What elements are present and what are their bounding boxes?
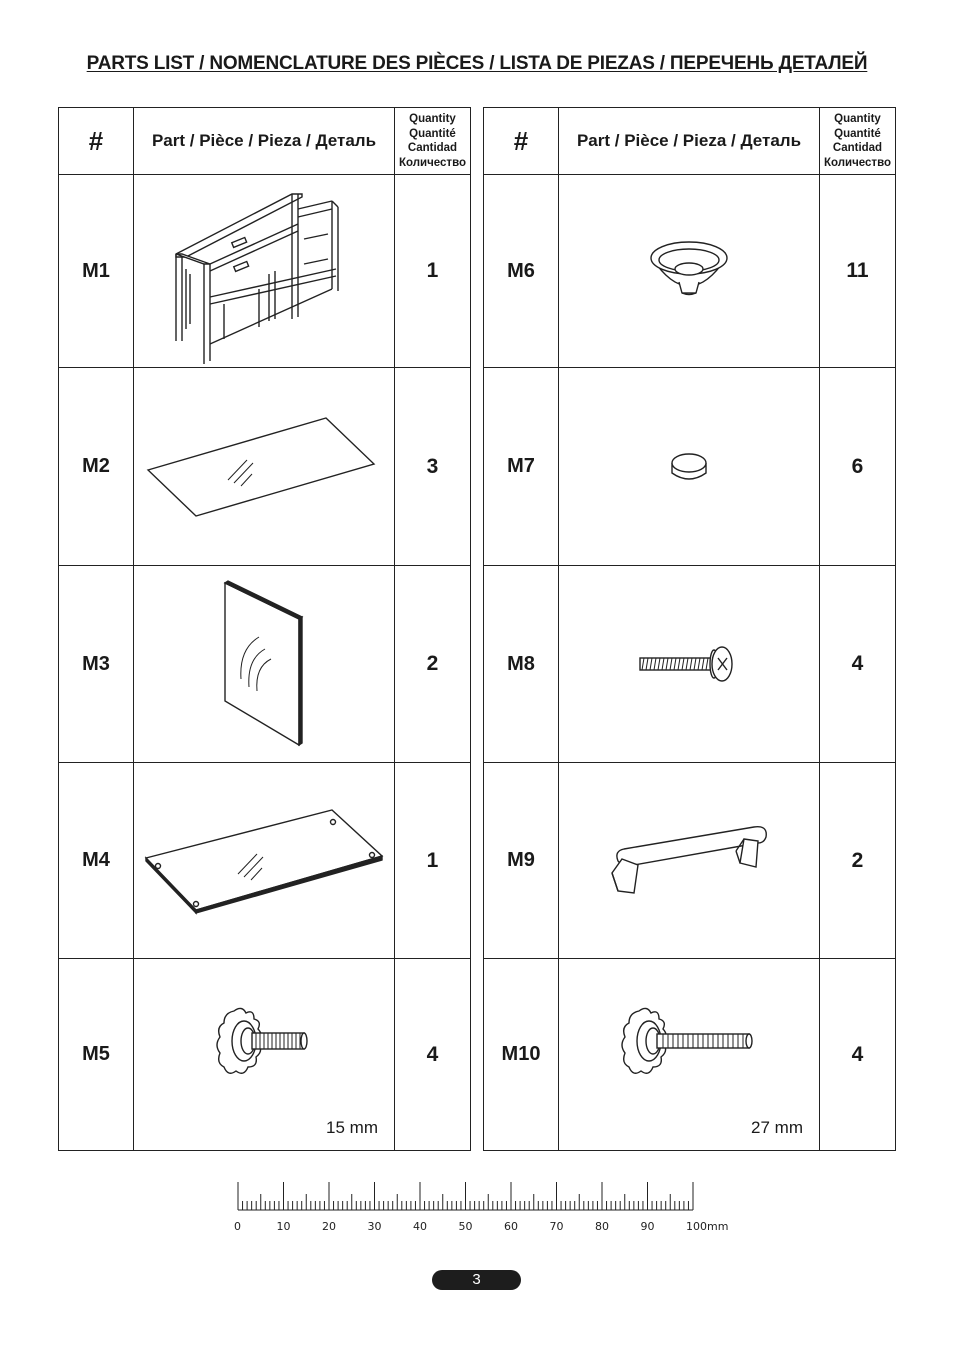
parts-table-right (483, 107, 896, 1151)
header-num: # (59, 108, 134, 175)
ruler-label: 10 (276, 1220, 291, 1233)
part-id: M6 (484, 175, 559, 368)
part-qty: 1 (395, 763, 471, 959)
table-row (59, 175, 471, 368)
part-image (134, 566, 395, 763)
table-row (484, 959, 896, 1151)
part-image (559, 763, 820, 959)
page-number: 3 (432, 1270, 521, 1290)
part-id: M7 (484, 368, 559, 566)
part-id: M10 (484, 959, 559, 1151)
part-image (134, 959, 395, 1151)
parts-table-left (58, 107, 471, 1151)
ruler-label: 100mm (686, 1220, 729, 1233)
part-qty: 4 (395, 959, 471, 1151)
part-qty: 3 (395, 368, 471, 566)
cup-support-icon (644, 236, 734, 306)
part-id: M2 (59, 368, 134, 566)
part-image (559, 959, 820, 1151)
leveling-foot-short-icon (214, 1001, 314, 1091)
header-part: Part / Pièce / Pieza / Деталь (559, 108, 820, 175)
part-id: M5 (59, 959, 134, 1151)
glass-top-icon (142, 806, 387, 916)
part-id: M3 (59, 566, 134, 763)
header-qty: Quantity Quantité Cantidad Количество (395, 108, 471, 175)
glass-shelf-icon (144, 412, 384, 522)
part-qty: 2 (395, 566, 471, 763)
part-qty: 2 (820, 763, 896, 959)
part-qty: 4 (820, 566, 896, 763)
ruler-label: 20 (322, 1220, 336, 1233)
ruler-label: 60 (504, 1220, 518, 1233)
ruler-label: 50 (458, 1220, 473, 1233)
ruler (230, 1180, 730, 1240)
leveling-foot-long-icon (619, 1001, 759, 1091)
ruler-label: 90 (640, 1220, 655, 1233)
header-part: Part / Pièce / Pieza / Деталь (134, 108, 395, 175)
table-row (484, 368, 896, 566)
part-id: M9 (484, 763, 559, 959)
table-row (59, 368, 471, 566)
size-label: 15 mm (326, 1118, 378, 1137)
part-image (559, 566, 820, 763)
part-id: M4 (59, 763, 134, 959)
glass-panel-icon (219, 579, 309, 749)
part-image (134, 368, 395, 566)
table-row (484, 566, 896, 763)
tv-stand-frame-icon (164, 179, 364, 364)
table-header (59, 108, 471, 175)
table-row (484, 763, 896, 959)
ruler-label: 0 (234, 1220, 241, 1233)
part-id: M8 (484, 566, 559, 763)
table-row (484, 175, 896, 368)
part-qty: 4 (820, 959, 896, 1151)
size-label: 27 mm (751, 1118, 803, 1137)
part-qty: 11 (820, 175, 896, 368)
page-title: PARTS LIST / NOMENCLATURE DES PIÈCES / LISTA DE PIEZAS / ПЕРЕЧЕНЬ ДЕТАЛЕЙ (86, 53, 868, 74)
ruler-label: 40 (413, 1220, 427, 1233)
part-image (559, 368, 820, 566)
table-row (59, 566, 471, 763)
header-qty: Quantity Quantité Cantidad Количество (820, 108, 896, 175)
part-image (559, 175, 820, 368)
table-row (59, 763, 471, 959)
ruler-label: 30 (367, 1220, 382, 1233)
screw-icon (634, 639, 744, 689)
rubber-pad-icon (664, 447, 714, 487)
table-header (484, 108, 896, 175)
ruler-label: 70 (549, 1220, 564, 1233)
part-image (134, 763, 395, 959)
ruler-label: 80 (595, 1220, 609, 1233)
table-row (59, 959, 471, 1151)
part-image (134, 175, 395, 368)
handle-icon (604, 821, 774, 901)
part-qty: 1 (395, 175, 471, 368)
header-num: # (484, 108, 559, 175)
part-qty: 6 (820, 368, 896, 566)
part-id: M1 (59, 175, 134, 368)
